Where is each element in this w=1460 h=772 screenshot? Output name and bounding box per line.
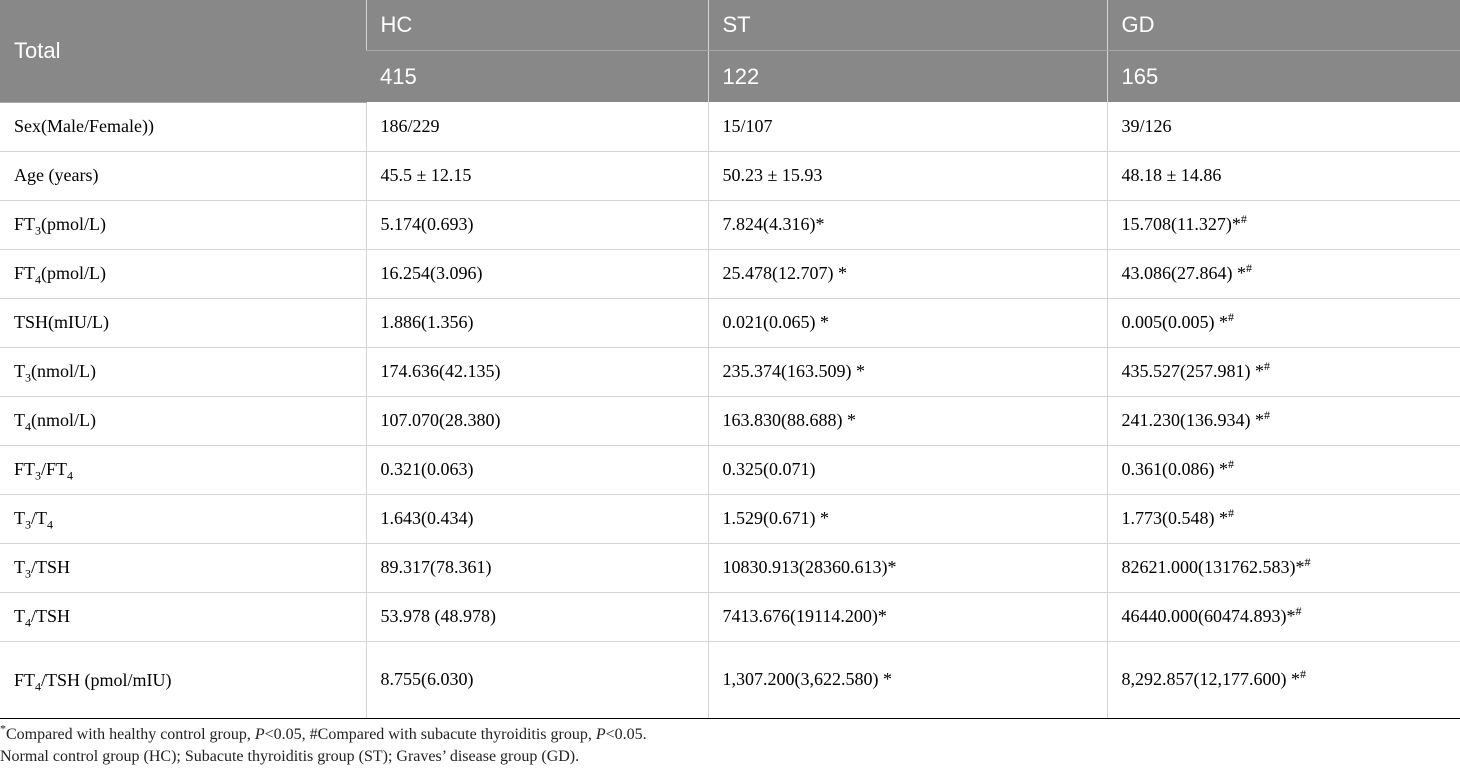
table-row — [0, 249, 1460, 298]
row-label: $FT_4(pmol/L)$ — [0, 249, 366, 298]
cell-hc: 186/229 — [366, 102, 708, 151]
cell-hc: 5.174(0.693) — [366, 200, 708, 249]
cell-st: 7.824(4.316)* — [708, 200, 1107, 249]
cell-gd: 241.230(136.934) *# — [1107, 396, 1460, 445]
table-row — [0, 347, 1460, 396]
cell-hc: 107.070(28.380) — [366, 396, 708, 445]
row-label: $FT_3/FT_4$ — [0, 445, 366, 494]
cell-gd: 435.527(257.981) *# — [1107, 347, 1460, 396]
cell-hc: 89.317(78.361) — [366, 543, 708, 592]
row-label: Age (years) — [0, 151, 366, 200]
cell-st: 25.478(12.707) * — [708, 249, 1107, 298]
count-gd: 165 — [1107, 51, 1460, 103]
cell-gd: 15.708(11.327)*# — [1107, 200, 1460, 249]
cell-hc: 1.643(0.434) — [366, 494, 708, 543]
cell-gd: 43.086(27.864) *# — [1107, 249, 1460, 298]
cell-hc: 45.5 ± 12.15 — [366, 151, 708, 200]
table-row — [0, 200, 1460, 249]
cell-gd: 1.773(0.548) *# — [1107, 494, 1460, 543]
cell-st: 50.23 ± 15.93 — [708, 151, 1107, 200]
cell-gd: 0.361(0.086) *# — [1107, 445, 1460, 494]
table-row — [0, 102, 1460, 151]
table-header — [0, 0, 1460, 102]
table-row — [0, 592, 1460, 641]
cell-hc: 53.978 (48.978) — [366, 592, 708, 641]
row-label: $FT_4$/TSH (pmol/mIU) — [0, 641, 366, 718]
cell-st: 0.021(0.065) * — [708, 298, 1107, 347]
header-gd: GD — [1107, 0, 1460, 51]
cell-st: 15/107 — [708, 102, 1107, 151]
cell-gd: 82621.000(131762.583)*# — [1107, 543, 1460, 592]
cell-st: 1,307.200(3,622.580) * — [708, 641, 1107, 718]
table-row — [0, 298, 1460, 347]
count-hc: 415 — [366, 51, 708, 103]
row-label: TSH(mIU/L) — [0, 298, 366, 347]
row-label: $T_4$/TSH — [0, 592, 366, 641]
cell-hc: 8.755(6.030) — [366, 641, 708, 718]
cell-hc: 1.886(1.356) — [366, 298, 708, 347]
cell-st: 7413.676(19114.200)* — [708, 592, 1107, 641]
cell-gd: 8,292.857(12,177.600) *# — [1107, 641, 1460, 718]
cell-hc: 16.254(3.096) — [366, 249, 708, 298]
row-label: $T_3/T_4$ — [0, 494, 366, 543]
cell-st: 163.830(88.688) * — [708, 396, 1107, 445]
cell-st: 235.374(163.509) * — [708, 347, 1107, 396]
cell-gd: 0.005(0.005) *# — [1107, 298, 1460, 347]
cell-hc: 174.636(42.135) — [366, 347, 708, 396]
table-body — [0, 102, 1460, 718]
row-label: $T_3$/TSH — [0, 543, 366, 592]
table-row — [0, 494, 1460, 543]
table-footnotes — [0, 721, 1460, 768]
table-row — [0, 445, 1460, 494]
cell-st: 0.325(0.071) — [708, 445, 1107, 494]
footnote-abbreviations: Normal control group (HC); Subacute thyroiditis group (ST); Graves’ disease group (GD). — [0, 748, 580, 765]
table-row — [0, 641, 1460, 718]
header-hc: HC — [366, 0, 708, 51]
table-row — [0, 396, 1460, 445]
row-label: $FT_3(pmol/L)$ — [0, 200, 366, 249]
cell-gd: 46440.000(60474.893)*# — [1107, 592, 1460, 641]
count-st: 122 — [708, 51, 1107, 103]
table-row — [0, 543, 1460, 592]
table-row — [0, 151, 1460, 200]
cell-gd: 48.18 ± 14.86 — [1107, 151, 1460, 200]
header-total: Total — [0, 0, 366, 102]
cell-st: 1.529(0.671) * — [708, 494, 1107, 543]
cell-hc: 0.321(0.063) — [366, 445, 708, 494]
row-label: Sex(Male/Female)) — [0, 102, 366, 151]
cell-st: 10830.913(28360.613)* — [708, 543, 1107, 592]
row-label: $T_4(nmol/L)$ — [0, 396, 366, 445]
row-label: $T_3(nmol/L)$ — [0, 347, 366, 396]
header-st: ST — [708, 0, 1107, 51]
cell-gd: 39/126 — [1107, 102, 1460, 151]
footnote-significance: *Compared with healthy control group, P<0.05, #Compared with subacute thyroiditis group, P<0.05. — [0, 721, 647, 743]
